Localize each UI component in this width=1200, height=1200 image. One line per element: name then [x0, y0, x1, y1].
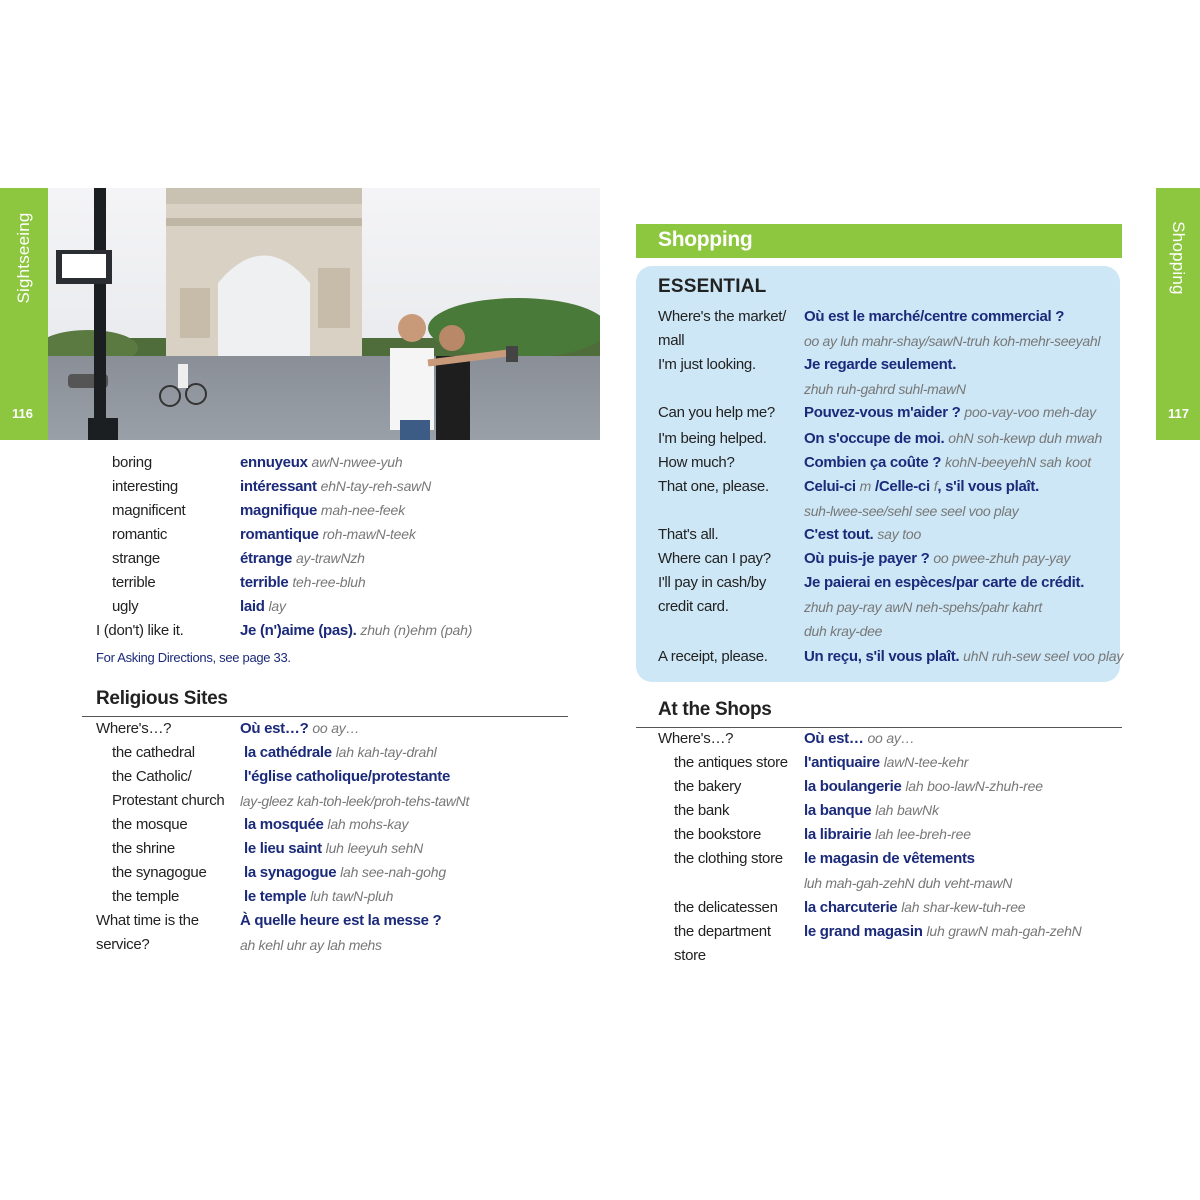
divider	[82, 716, 568, 717]
list-item: le magasin de vêtements	[804, 850, 975, 867]
pronunciation: zhuh ruh-gahrd suhl-mawN	[804, 381, 966, 397]
list-item: A receipt, please.	[658, 648, 768, 665]
list-item: I'll pay in cash/by	[658, 574, 767, 591]
list-item: How much?	[658, 454, 735, 471]
list-item: magnificent	[112, 502, 186, 519]
list-item: What time is the	[96, 912, 199, 929]
list-item: the bakery	[674, 778, 742, 795]
list-item: the temple	[112, 888, 180, 905]
list-item: la banque lah bawNk	[804, 802, 939, 819]
list-item: interesting	[112, 478, 178, 495]
list-item: l'église catholique/protestante	[244, 768, 450, 785]
list-item: Where can I pay?	[658, 550, 771, 567]
list-item: le temple luh tawN-pluh	[244, 888, 394, 905]
list-item: On s'occupe de moi. ohN soh-kewp duh mwah	[804, 430, 1103, 447]
list-item: the bookstore	[674, 826, 761, 843]
list-item: the Catholic/	[112, 768, 192, 785]
pronunciation: luh mah-gah-zehN duh veht-mawN	[804, 875, 1013, 891]
list-item: romantic	[112, 526, 168, 543]
list-item: C'est tout. say too	[804, 526, 922, 543]
list-item: Où est le marché/centre commercial ?	[804, 308, 1065, 325]
list-item: I (don't) like it.	[96, 622, 184, 639]
list-item: Un reçu, s'il vous plaît. uhN ruh-sew seel voo play	[804, 648, 1124, 665]
pronunciation: suh-lwee-see/sehl see seel voo play	[804, 503, 1019, 519]
list-item: l'antiquaire lawN-tee-kehr	[804, 754, 969, 771]
list-item: ennuyeux awN-nwee-yuh	[240, 454, 403, 471]
page-number: 117	[1168, 406, 1189, 421]
list-item: le lieu saint luh leeyuh sehN	[244, 840, 424, 857]
list-item: intéressant ehN-tay-reh-sawN	[240, 478, 431, 495]
list-item: terrible teh-ree-bluh	[240, 574, 366, 591]
side-tab-title: Sightseeing	[14, 212, 33, 304]
pronunciation: oo ay luh mahr-shay/sawN-truh koh-mehr-seeyahl	[804, 333, 1101, 349]
list-item: the bank	[674, 802, 730, 819]
arc-de-triomphe-photo	[48, 188, 600, 440]
list-item: À quelle heure est la messe ?	[240, 912, 442, 929]
list-item: the delicatessen	[674, 899, 778, 916]
list-item: magnifique mah-nee-feek	[240, 502, 405, 519]
list-item: la charcuterie lah shar-kew-tuh-ree	[804, 899, 1026, 916]
pronunciation: ah kehl uhr ay lah mehs	[240, 937, 382, 953]
section-heading-at-the-shops: At the Shops	[658, 699, 772, 720]
list-item: terrible	[112, 574, 156, 591]
list-item: Combien ça coûte ? kohN-beeyehN sah koot	[804, 454, 1091, 471]
list-item: la librairie lah lee-breh-ree	[804, 826, 971, 843]
list-item: la boulangerie lah boo-lawN-zhuh-ree	[804, 778, 1043, 795]
shopping-side-tab	[1156, 188, 1200, 440]
list-item: la synagogue lah see-nah-gohg	[244, 864, 446, 881]
list-item: étrange ay-trawNzh	[240, 550, 365, 567]
list-item: Je paierai en espèces/par carte de crédit.	[804, 574, 1085, 591]
list-item: the mosque	[112, 816, 188, 833]
section-heading-religious-sites: Religious Sites	[96, 688, 228, 709]
list-item: the synagogue	[112, 864, 207, 881]
list-item: I'm being helped.	[658, 430, 767, 447]
list-item: Can you help me?	[658, 404, 775, 421]
list-item: the department	[674, 923, 771, 940]
list-item: Where's the market/	[658, 308, 787, 325]
list-item: strange	[112, 550, 160, 567]
list-item: the cathedral	[112, 744, 195, 761]
pronunciation: zhuh pay-ray awN neh-spehs/pahr kahrt	[804, 599, 1042, 615]
list-item: Je regarde seulement.	[804, 356, 957, 373]
list-item: I'm just looking.	[658, 356, 756, 373]
essential-box	[636, 266, 1120, 682]
list-item: la mosquée lah mohs-kay	[244, 816, 409, 833]
list-item: Where's…?	[96, 720, 172, 737]
list-item: Je (n')aime (pas). zhuh (n)ehm (pah)	[240, 622, 473, 639]
list-item: That's all.	[658, 526, 719, 543]
list-item: boring	[112, 454, 152, 471]
pronunciation: lay-gleez kah-toh-leek/proh-tehs-tawNt	[240, 793, 470, 809]
list-item: the shrine	[112, 840, 175, 857]
sightseeing-side-tab	[0, 188, 48, 440]
section-title-bar	[636, 224, 1122, 258]
list-item: mall	[658, 332, 685, 349]
page-title: Shopping	[658, 228, 753, 251]
cross-reference-note: For Asking Directions, see page 33.	[96, 650, 291, 665]
list-item: store	[674, 947, 706, 964]
list-item: Pouvez-vous m'aider ? poo-vay-voo meh-day	[804, 404, 1096, 421]
list-item: That one, please.	[658, 478, 769, 495]
pronunciation: duh kray-dee	[804, 623, 883, 639]
list-item: laid lay	[240, 598, 286, 615]
divider	[636, 727, 1122, 728]
list-item: the clothing store	[674, 850, 783, 867]
list-item: Où est…? oo ay…	[240, 720, 360, 737]
list-item: Où est… oo ay…	[804, 730, 915, 747]
list-item: Celui-ci m /Celle-ci f, s'il vous plaît.	[804, 478, 1039, 495]
list-item: service?	[96, 936, 150, 953]
list-item: credit card.	[658, 598, 729, 615]
list-item: ugly	[112, 598, 139, 615]
page-number: 116	[12, 406, 33, 421]
essential-title: ESSENTIAL	[658, 276, 767, 297]
list-item: le grand magasin luh grawN mah-gah-zehN	[804, 923, 1082, 940]
list-item: la cathédrale lah kah-tay-drahl	[244, 744, 437, 761]
list-item: the antiques store	[674, 754, 788, 771]
list-item: romantique roh-mawN-teek	[240, 526, 416, 543]
list-item: Où puis-je payer ? oo pwee-zhuh pay-yay	[804, 550, 1071, 567]
list-item: Where's…?	[658, 730, 734, 747]
list-item: Protestant church	[112, 792, 225, 809]
side-tab-title: Shopping	[1169, 221, 1188, 295]
